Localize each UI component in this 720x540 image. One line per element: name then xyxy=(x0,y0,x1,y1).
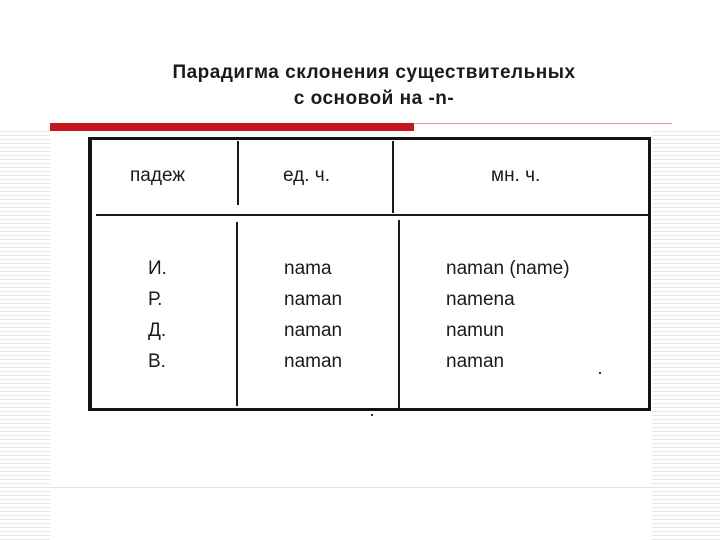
case-cell: И. xyxy=(148,258,167,279)
column-divider xyxy=(398,220,400,408)
case-column xyxy=(148,254,167,378)
column-divider xyxy=(392,141,394,213)
scan-speck xyxy=(599,372,601,374)
singular-column xyxy=(284,254,342,378)
header-plural: мн. ч. xyxy=(491,165,541,186)
scan-speck xyxy=(371,414,373,416)
background-stripes-right xyxy=(652,128,720,540)
plural-cell: naman xyxy=(446,351,505,372)
background-stripes-left xyxy=(0,128,50,540)
plural-column xyxy=(446,254,570,378)
slide-subtitle: с основой на -n- xyxy=(293,88,455,109)
plural-cell: namun xyxy=(446,320,505,341)
header-singular: ед. ч. xyxy=(283,165,330,186)
column-divider xyxy=(236,222,238,406)
header-divider xyxy=(96,214,648,216)
column-divider xyxy=(237,141,239,205)
plural-cell: namena xyxy=(446,289,515,310)
case-cell: Д. xyxy=(148,320,167,341)
singular-cell: nama xyxy=(284,258,332,279)
footer-divider xyxy=(50,487,672,488)
singular-cell: naman xyxy=(284,289,343,310)
slide-title: Парадигма склонения существительных xyxy=(172,62,576,83)
accent-bar xyxy=(50,123,414,131)
case-cell: В. xyxy=(148,351,166,372)
case-cell: Р. xyxy=(148,289,163,310)
singular-cell: naman xyxy=(284,320,343,341)
plural-cell: naman (name) xyxy=(446,258,570,279)
header-case: падеж xyxy=(130,165,186,186)
accent-divider xyxy=(414,123,672,124)
singular-cell: naman xyxy=(284,351,343,372)
